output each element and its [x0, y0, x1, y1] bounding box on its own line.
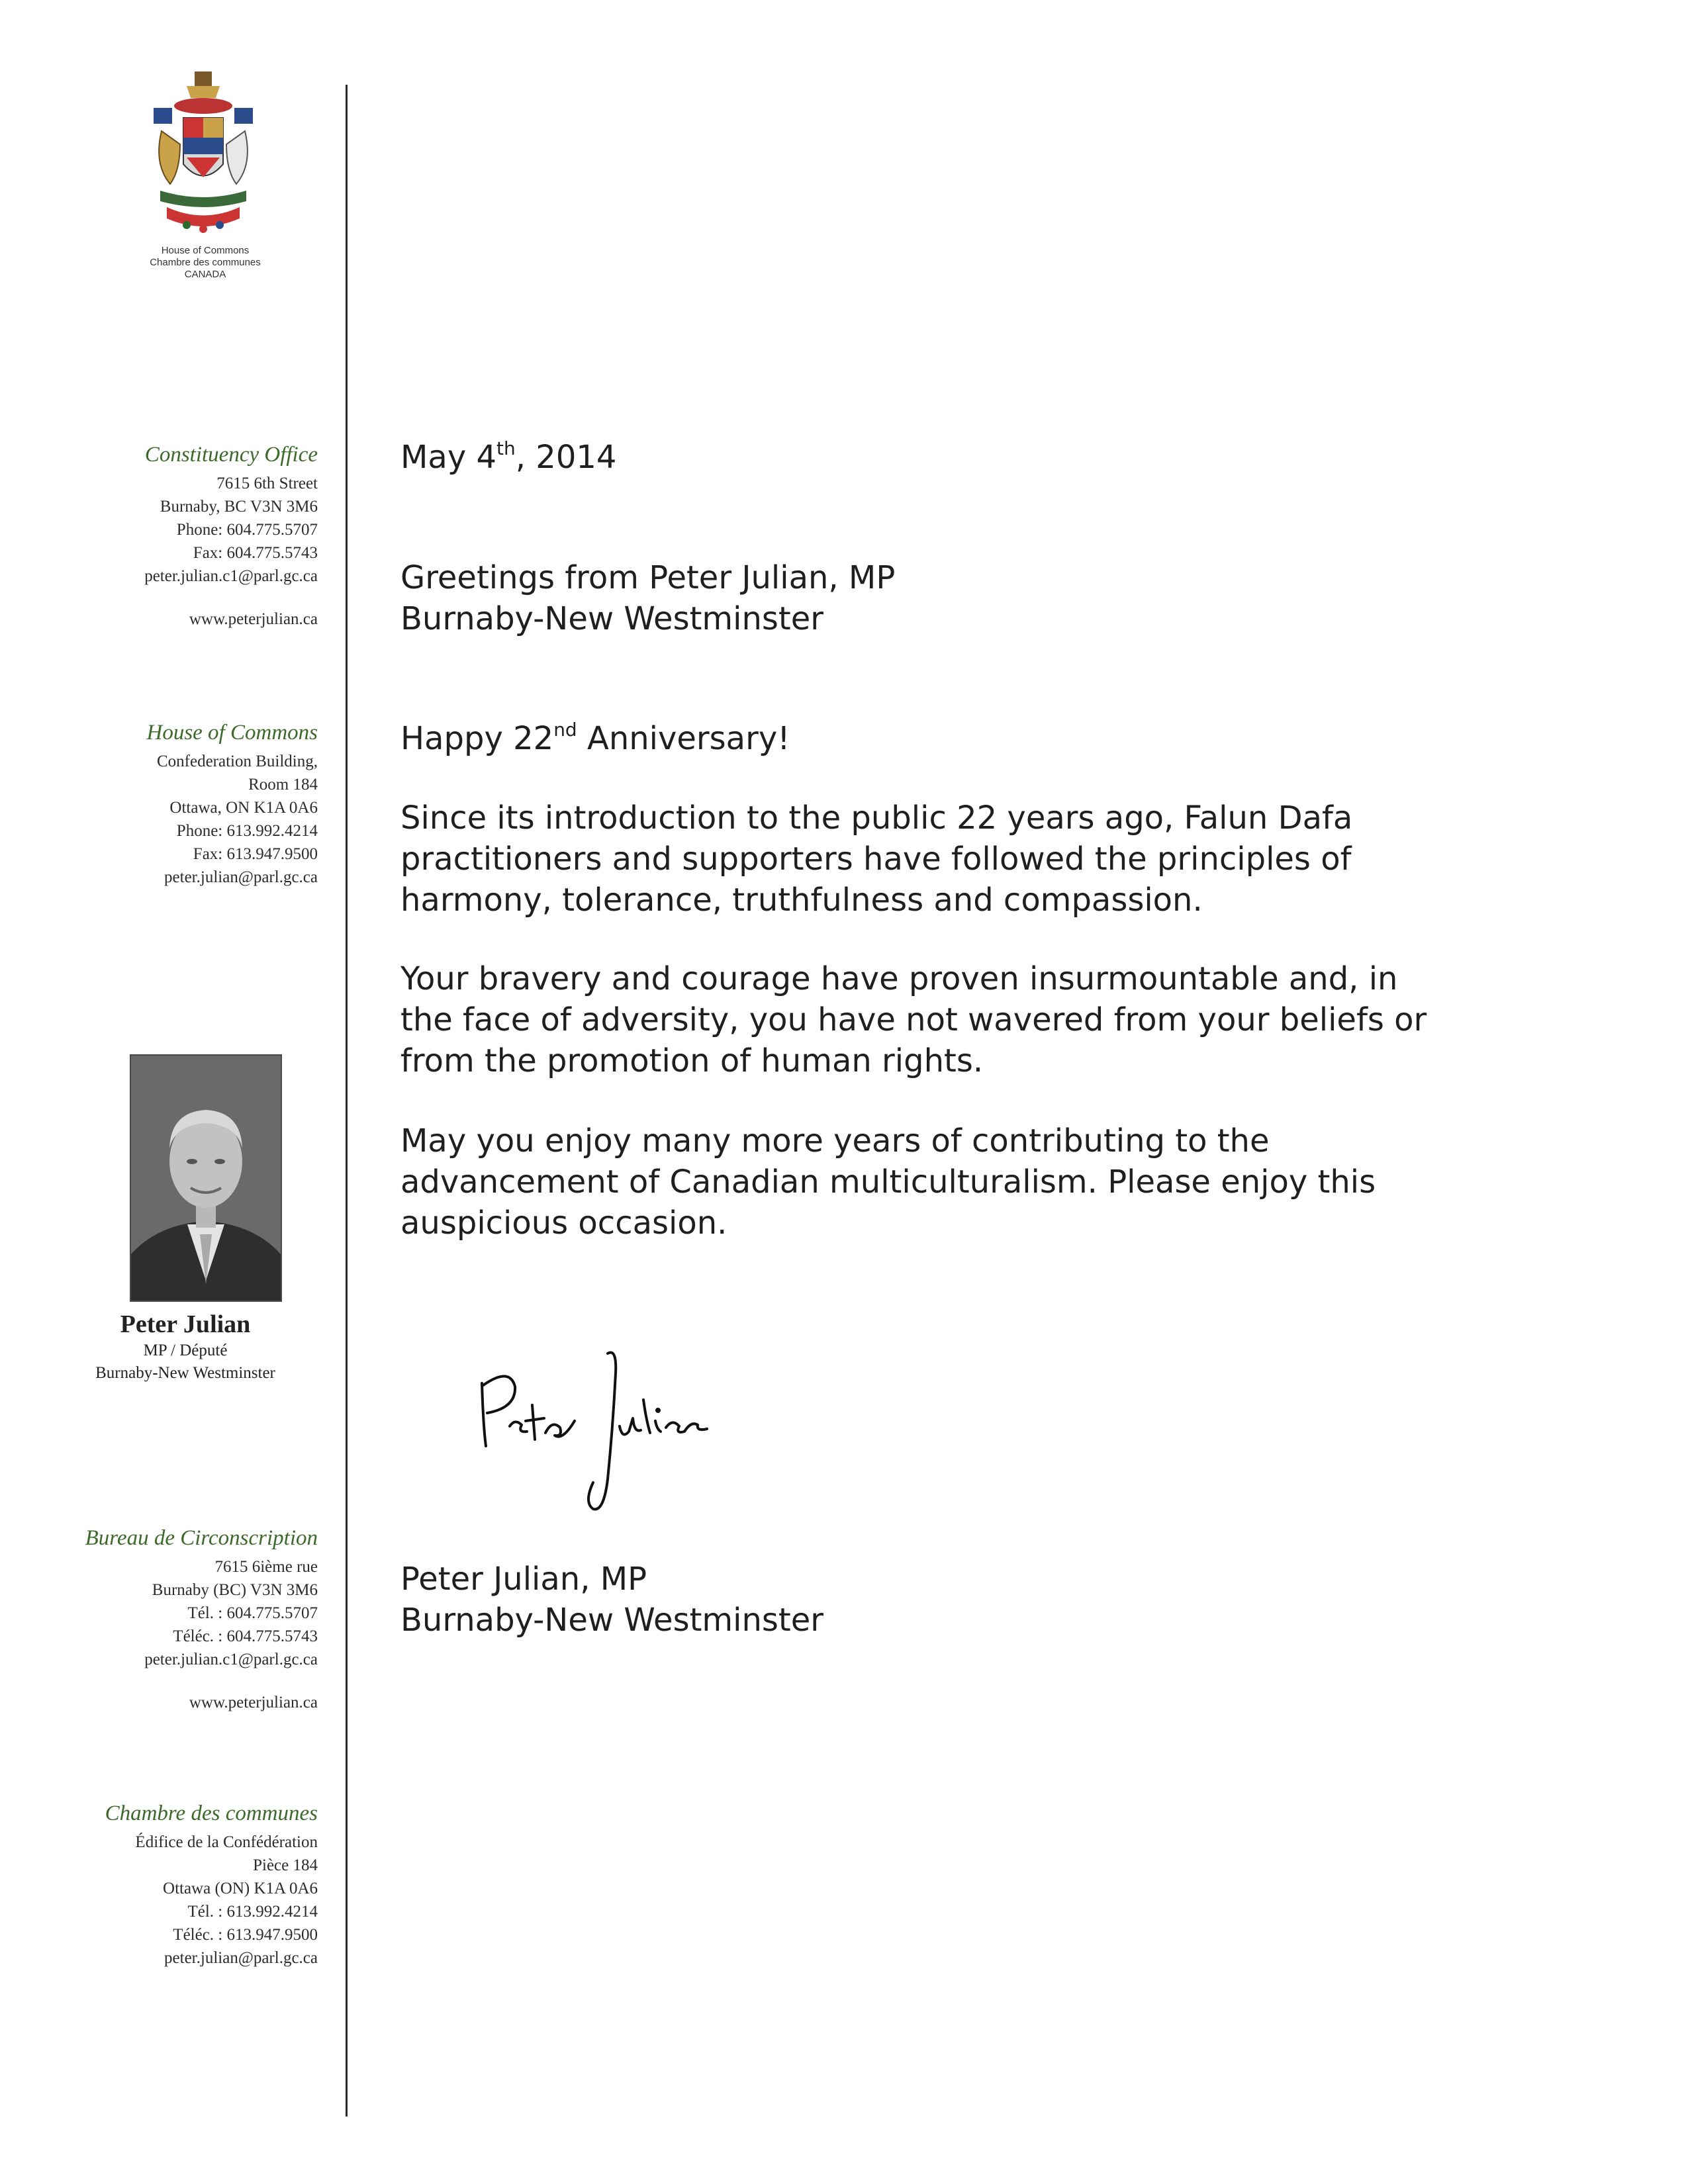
- date-text: May 4: [400, 439, 497, 476]
- letter-paragraph-3: [400, 1120, 1376, 1244]
- letter-signoff: [400, 1559, 823, 1641]
- anniversary-ordinal: nd: [553, 719, 577, 741]
- email-line: peter.julian@parl.gc.ca: [164, 868, 318, 886]
- website-link: www.peterjulian.ca: [189, 610, 318, 628]
- letter-date: [400, 437, 616, 478]
- member-portrait-photo: [130, 1054, 282, 1302]
- phone-line: Phone: 613.992.4214: [176, 822, 318, 840]
- website-link: www.peterjulian.ca: [189, 1694, 318, 1711]
- letter-paragraph-2: [400, 958, 1427, 1081]
- phone-line: Tél. : 613.992.4214: [187, 1903, 318, 1921]
- crest-caption-line: House of Commons: [161, 245, 250, 256]
- paragraph-line: the face of adversity, you have not wavered from your beliefs or: [400, 1001, 1427, 1038]
- email-line: peter.julian.c1@parl.gc.ca: [144, 1651, 318, 1668]
- crest-caption-line: CANADA: [184, 269, 226, 280]
- greeting-line: Burnaby-New Westminster: [400, 600, 823, 637]
- signoff-line: Peter Julian, MP: [400, 1561, 647, 1598]
- member-riding: Burnaby-New Westminster: [95, 1364, 275, 1382]
- address-line: Burnaby (BC) V3N 3M6: [152, 1581, 318, 1599]
- address-line: 7615 6th Street: [216, 475, 318, 492]
- address-line: 7615 6ième rue: [214, 1558, 318, 1576]
- address-line: Édifice de la Confédération: [135, 1833, 318, 1851]
- bureau-circonscription-block: [40, 1524, 318, 1714]
- constituency-office-heading: Constituency Office: [144, 443, 318, 467]
- fax-line: Fax: 604.775.5743: [193, 544, 318, 562]
- paragraph-line: advancement of Canadian multiculturalism. Please enjoy this: [400, 1163, 1376, 1201]
- paragraph-line: Since its introduction to the public 22 years ago, Falun Dafa: [400, 799, 1353, 837]
- handwritten-signature: [463, 1347, 728, 1525]
- coat-of-arms-crest: [147, 71, 259, 237]
- address-line: Ottawa (ON) K1A 0A6: [163, 1880, 318, 1897]
- constituency-office-block: [40, 440, 318, 631]
- phone-line: Phone: 604.775.5707: [176, 521, 318, 539]
- paragraph-line: practitioners and supporters have followed the principles of: [400, 841, 1352, 878]
- member-title: MP / Député: [143, 1342, 228, 1359]
- signoff-line: Burnaby-New Westminster: [400, 1602, 823, 1639]
- chambre-communes-heading: Chambre des communes: [105, 1801, 318, 1825]
- letter-paragraph-1: [400, 797, 1352, 921]
- address-line: Confederation Building,: [156, 752, 318, 770]
- anniversary-text-end: Anniversary!: [577, 720, 790, 757]
- letter-anniversary-line: [400, 718, 790, 759]
- crest-caption-line: Chambre des communes: [150, 257, 261, 268]
- email-line: peter.julian.c1@parl.gc.ca: [144, 567, 318, 585]
- address-line: Room 184: [248, 776, 318, 794]
- member-name: Peter Julian: [120, 1310, 251, 1338]
- house-of-commons-heading: House of Commons: [146, 721, 318, 745]
- date-year: , 2014: [515, 439, 617, 476]
- fax-line: Fax: 613.947.9500: [193, 845, 318, 863]
- member-name-block: [46, 1309, 324, 1385]
- paragraph-line: Your bravery and courage have proven insurmountable and, in: [400, 960, 1398, 997]
- anniversary-text: Happy 22: [400, 720, 554, 757]
- greeting-line: Greetings from Peter Julian, MP: [400, 559, 896, 596]
- address-line: Pièce 184: [253, 1856, 318, 1874]
- letter-greeting: [400, 557, 895, 639]
- vertical-divider: [346, 85, 348, 2116]
- paragraph-line: from the promotion of human rights.: [400, 1042, 984, 1079]
- fax-line: Téléc. : 613.947.9500: [173, 1926, 318, 1944]
- address-line: Ottawa, ON K1A 0A6: [169, 799, 318, 817]
- paragraph-line: May you enjoy many more years of contributing to the: [400, 1122, 1270, 1160]
- house-of-commons-block: [40, 718, 318, 889]
- paragraph-line: auspicious occasion.: [400, 1205, 727, 1242]
- date-ordinal: th: [496, 437, 516, 459]
- bureau-circonscription-heading: Bureau de Circonscription: [85, 1526, 318, 1550]
- address-line: Burnaby, BC V3N 3M6: [160, 498, 318, 516]
- crest-caption: [106, 245, 305, 281]
- letterhead-sidebar: [0, 0, 344, 2184]
- chambre-communes-block: [40, 1799, 318, 1970]
- paragraph-line: harmony, tolerance, truthfulness and compassion.: [400, 882, 1203, 919]
- phone-line: Tél. : 604.775.5707: [187, 1604, 318, 1622]
- email-line: peter.julian@parl.gc.ca: [164, 1949, 318, 1967]
- fax-line: Téléc. : 604.775.5743: [173, 1627, 318, 1645]
